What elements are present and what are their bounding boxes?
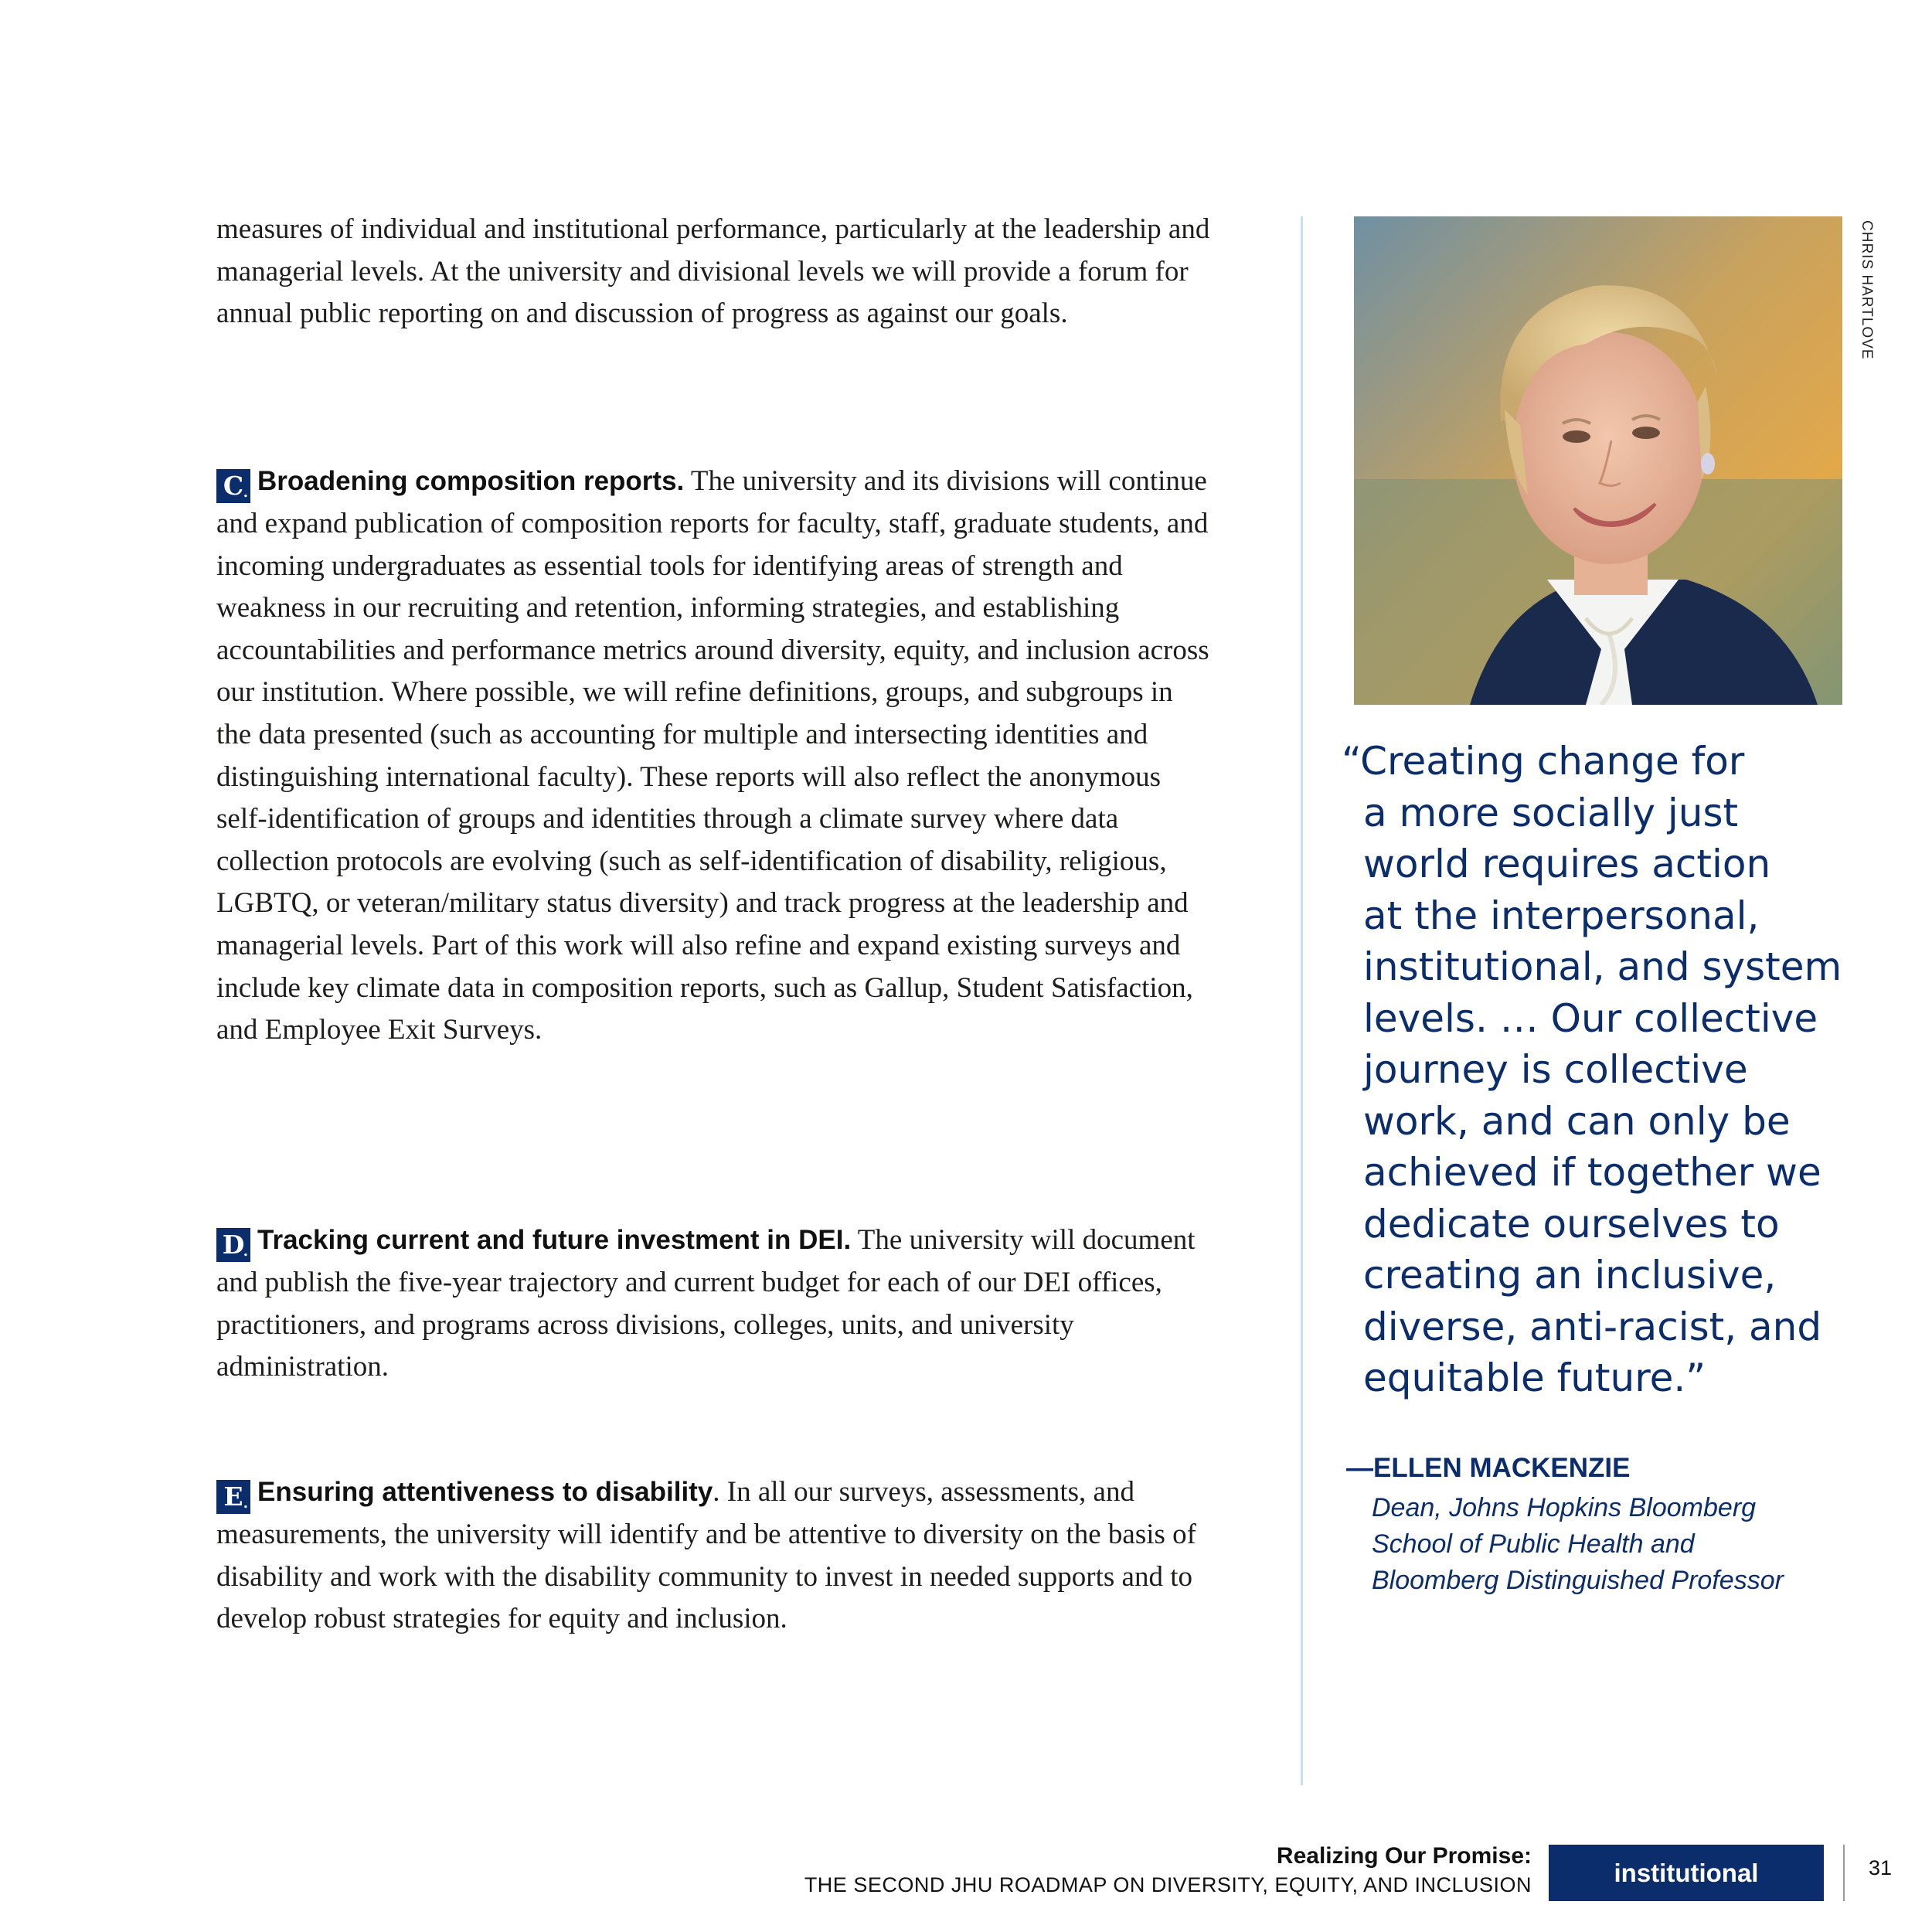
quote-line: world requires action	[1363, 842, 1771, 886]
footer-publication-subtitle: THE SECOND JHU ROADMAP ON DIVERSITY, EQUITY, AND INCLUSION	[804, 1873, 1532, 1896]
section-e-body: . In all our surveys, assessments, and measurements, the university will identify and be attentive to diversity on the basis of disability and work with the disability community to invest in needed supports and to develop robust strategies for equity and inclusion.	[216, 1476, 1196, 1635]
pull-quote	[1342, 736, 1883, 1404]
quote-line: at the interpersonal,	[1363, 893, 1760, 938]
section-d-body: The university will document and publish the five-year trajectory and current budget for each of our DEI offices, practitioners, and programs across divisions, colleges, units, and university administration.	[216, 1224, 1196, 1383]
section-c-paragraph	[216, 461, 1213, 1052]
section-d-letter-badge: D .	[216, 1228, 250, 1262]
section-c-body: The university and its divisions will continue and expand publication of composition reports for faculty, staff, graduate students, and incoming undergraduates as essential tools for identifying areas of strength and weakness in our recruiting and retention, informing strategies, and establishing accountabilities and performance metrics around diversity, equity, and inclusion across our institution. Where possible, we will refine definitions, groups, and subgroups in the data presented (such as accounting for multiple and intersecting identities and distinguishing international faculty). These reports will also reflect the anonymous self-identification of groups and identities through a climate survey where data collection protocols are evolving (such as self-identification of disability, religious, LGBTQ, or veteran/military status diversity) and track progress at the leadership and managerial levels. Part of this work will also refine and expand existing surveys and include key climate data in composition reports, such as Gallup, Student Satisfaction, and Employee Exit Surveys.	[216, 465, 1209, 1046]
attribution-title-line: Dean, Johns Hopkins Bloomberg	[1372, 1493, 1757, 1522]
quote-line: equitable future.”	[1363, 1355, 1706, 1400]
page-number: 31	[1869, 1856, 1893, 1879]
section-e-heading: Ensuring attentiveness to disability	[257, 1477, 713, 1507]
section-c-heading: Broadening composition reports.	[257, 466, 685, 496]
section-c-letter-badge: C .	[216, 469, 250, 503]
attribution-title-line: Bloomberg Distinguished Professor	[1372, 1566, 1784, 1595]
column-divider	[1301, 216, 1303, 1785]
intro-paragraph: measures of individual and institutional performance, particularly at the leadership and managerial levels. At the university and divisional levels we will provide a forum for annual public reporting on and discussion of progress as against our goals.	[216, 213, 1210, 330]
quote-line: diverse, anti-racist, and	[1363, 1304, 1822, 1349]
footer-publication-title: Realizing Our Promise:	[1276, 1843, 1532, 1869]
quote-line: achieved if together we	[1363, 1150, 1821, 1195]
quote-attribution-name: —ELLEN MACKENZIE	[1346, 1453, 1631, 1483]
quote-line: a more socially just	[1363, 790, 1739, 835]
footer-section-tag: institutional	[1549, 1845, 1824, 1901]
quote-line: institutional, and system	[1363, 944, 1842, 989]
quote-line: creating an inclusive,	[1363, 1253, 1777, 1298]
quote-line: “Creating change for	[1342, 739, 1745, 784]
section-d-paragraph	[216, 1219, 1213, 1389]
section-d-heading: Tracking current and future investment in DEI.	[257, 1225, 852, 1255]
section-e-paragraph	[216, 1471, 1213, 1641]
quote-line: levels. … Our collective	[1363, 995, 1818, 1041]
quote-line: journey is collective	[1363, 1047, 1748, 1092]
portrait-photo	[1354, 216, 1842, 705]
quote-line: work, and can only be	[1363, 1098, 1791, 1144]
quote-line: dedicate ourselves to	[1363, 1201, 1780, 1247]
attribution-title-line: School of Public Health and	[1372, 1529, 1695, 1559]
quote-attribution-title	[1372, 1490, 1784, 1599]
footer-divider	[1843, 1845, 1845, 1901]
section-e-letter-badge: E .	[216, 1480, 250, 1514]
photo-credit: CHRIS HARTLOVE	[1859, 220, 1875, 360]
